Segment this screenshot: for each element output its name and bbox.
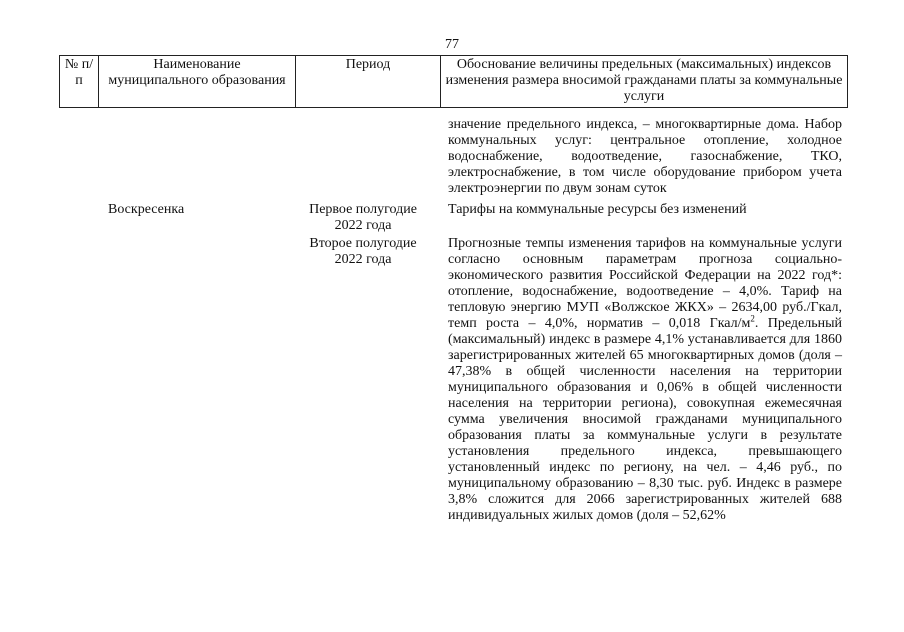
justification-first-half: Тарифы на коммунальные ресурсы без изменений [448,202,747,217]
header-number: № п/п [64,57,94,88]
period-second-half [297,236,429,268]
header-name-cell [99,56,296,108]
period-second-half-line2: 2022 года [334,252,392,267]
header-municipality: Наименование муниципального образования [108,57,286,88]
header-period-cell [296,56,441,108]
justification-second-half-part1: Прогнозные темпы изменения тарифов на коммунальные услуги согласно основным параметрам прогноза социально-экономического развития Российской Федерации на 2022 год*: отопление, водоснабжение, водоотведение – 4,0%. Тариф на тепловую энергию МУП «Волжское ЖКХ» – 2634,00 руб./Гкал, темп роста – 4,0%, норматив – 0,018 Гкал/м [448,236,842,331]
period-second-half-line1: Второе полугодие [309,236,417,251]
period-first-half-line2: 2022 года [334,218,392,233]
header-justification: Обоснование величины предельных (максимальных) индексов изменения размера вносимой гражданами платы за коммунальные услуги [445,57,843,104]
table-header [59,55,848,108]
superscript-two: 2 [750,313,755,324]
municipality-name: Воскресенка [108,202,185,217]
header-justification-cell [441,56,848,108]
period-first-half-line1: Первое полугодие [309,202,417,217]
page-number: 77 [445,37,459,52]
continuation-text: значение предельного индекса, – многоквартирные дома. Набор коммунальных услуг: центральное отопление, холодное водоснабжение, водоотведение, газоснабжение, ТКО, электроснабжение, в том числе оборудование прибором учета электроэнергии по двум зонам суток [448,117,842,196]
justification-second-half [448,236,842,524]
header-period: Период [345,57,391,72]
header-number-cell [60,56,99,108]
justification-second-half-part2: . Предельный (максимальный) индекс в размере 4,1% устанавливается для 1860 зарегистрированных жителей 65 многоквартирных домов (доля – 47,38% в общей численности населения на территории муниципального образования и 0,06% в общей численности населения на территории региона), совокупная ежемесячная сумма увеличения вносимой гражданами муниципального образования платы за коммунальные услуги в результате установления предельного индекса, превышающего установленный индекс по региону, на чел. – 4,46 руб., по муниципальному образованию – 8,30 тыс. руб. Индекс в размере 3,8% сложится для 2066 зарегистрированных жителей 688 индивидуальных жилых домов (доля – 52,62% [448,316,842,523]
period-first-half [297,202,429,234]
